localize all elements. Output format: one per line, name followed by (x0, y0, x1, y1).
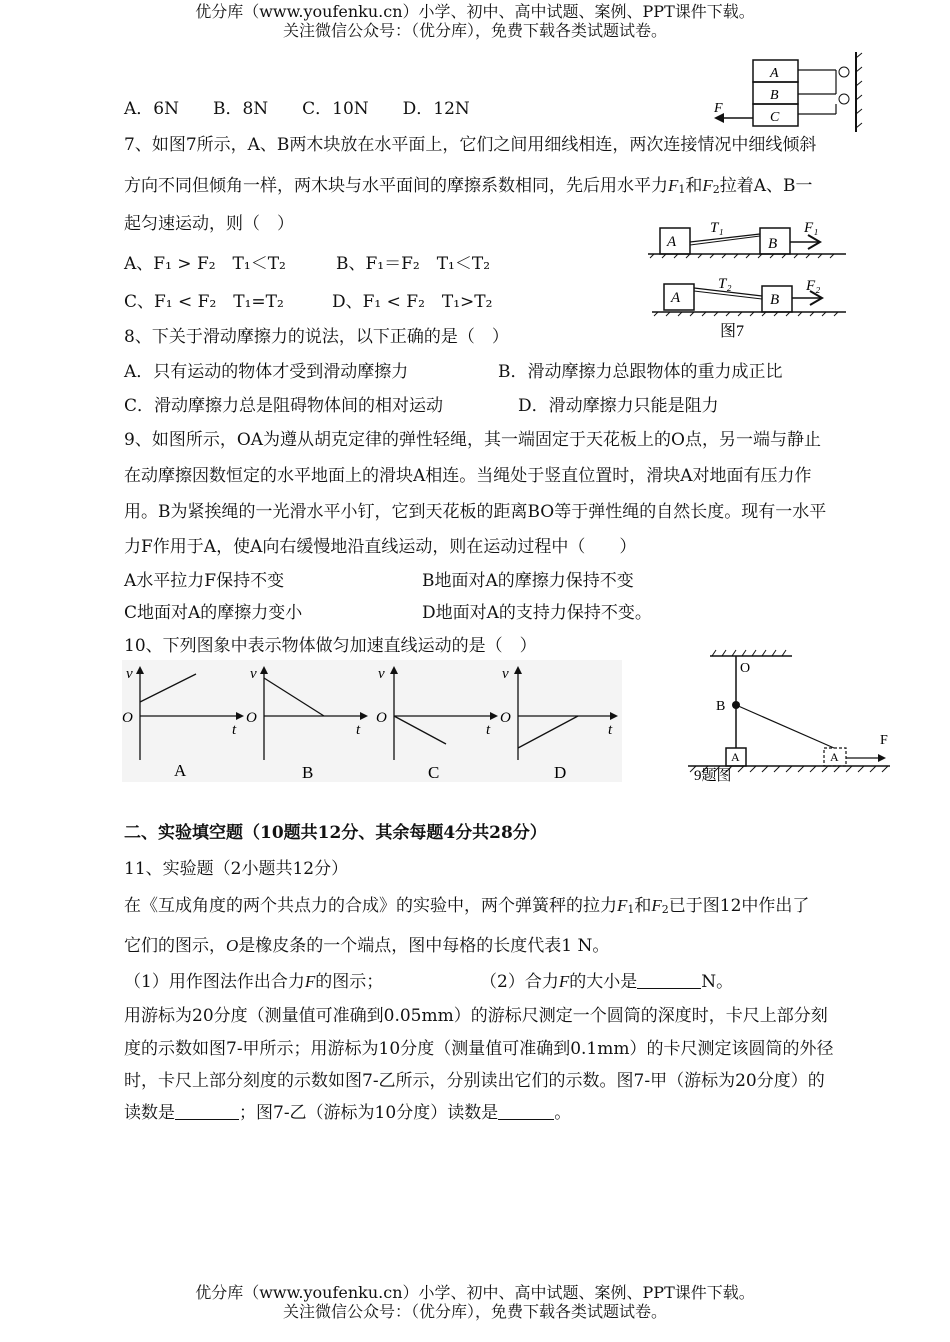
q11-para-1: 在《互成角度的两个共点力的合成》的实验中，两个弹簧秤的拉力$F_1$和$F_2$已于图12中作出了 (124, 896, 810, 916)
svg-text:v: v (126, 666, 133, 682)
answer-blank-2[interactable] (498, 1105, 554, 1120)
q9-line-2: 在动摩擦因数恒定的水平地面上的滑块A相连。当绳处于竖直位置时，滑块A对地面有压力作 (124, 466, 812, 486)
svg-text:O: O (376, 710, 387, 726)
q6-figure (708, 52, 868, 132)
q7-fig-f1: F₁ (804, 220, 819, 236)
q8-option-c: C．滑动摩擦力总是阻碍物体间的相对运动 (124, 396, 444, 416)
q6-block-b: B (770, 88, 779, 103)
graph-c-label: C (428, 763, 440, 782)
svg-text:t: t (486, 722, 491, 738)
q9-line-4: 力F作用于A，使A向右缓慢地沿直线运动，则在运动过程中（ ） (124, 537, 637, 557)
svg-text:O: O (500, 710, 511, 726)
answer-blank-1[interactable] (175, 1105, 239, 1120)
svg-text:O: O (122, 710, 133, 726)
answer-blank-f[interactable] (637, 974, 701, 989)
q7-fig-a2: A (671, 290, 681, 306)
footer-line-1: 优分库（www.youfenku.cn）小学、初中、高中试题、案例、PPT课件下载。 (195, 1283, 755, 1302)
q8-option-b: B．滑动摩擦力总跟物体的重力成正比 (498, 362, 783, 382)
q9-option-a: A水平拉力F保持不变 (124, 571, 285, 591)
q9-fig-b: B (716, 699, 726, 714)
q7-fig-t1: T₁ (710, 220, 724, 236)
q11-para-7: 读数是 ；图7-乙（游标为10分度）读数是 。 (124, 1103, 572, 1123)
q9-option-c: C地面对A的摩擦力变小 (124, 603, 303, 623)
svg-text:t: t (232, 722, 237, 738)
q6-options: A．6N B．8N C．10N D．12N (124, 99, 470, 119)
svg-text:t: t (356, 722, 361, 738)
q9-fig-o: O (740, 661, 751, 676)
svg-text:v: v (250, 666, 257, 682)
q11-para-3a: （1）用作图法作出合力F的图示； (124, 972, 384, 992)
q11-title: 11、实验题（2小题共12分） (124, 859, 349, 879)
q7-fig-t2: T₂ (718, 276, 732, 292)
q7-figure (640, 212, 850, 342)
q6-block-c: C (770, 110, 780, 125)
q7-option-b: B、F₁＝F₂ T₁＜T₂ (336, 254, 491, 274)
graph-d-label: D (554, 763, 567, 782)
section-2-title: 二、实验填空题（10题共12分、其余每题4分共28分） (124, 823, 547, 843)
graph-b-label: B (302, 763, 314, 782)
q9-option-b: B地面对A的摩擦力保持不变 (422, 571, 634, 591)
q9-fig-caption: 9题图 (694, 768, 732, 784)
q9-fig-a2: A (830, 750, 839, 764)
svg-text:v: v (502, 666, 509, 682)
q8-option-d: D．滑动摩擦力只能是阻力 (518, 396, 719, 416)
q7-line-3: 起匀速运动，则（ ） (124, 214, 294, 234)
q7-fig-b1: B (768, 236, 778, 252)
q7-fig-caption: 图7 (720, 323, 745, 340)
q9-option-d: D地面对A的支持力保持不变。 (422, 603, 652, 623)
q9-line-3: 用。B为紧挨绳的一光滑水平小钉，它到天花板的距离BO等于弹性绳的自然长度。现有一水平 (124, 502, 827, 522)
q11-para-6: 时，卡尺上部分刻度的示数如图7-乙所示，分别读出它们的示数。图7-甲（游标为20分度）的 (124, 1071, 825, 1091)
q7-fig-a1: A (667, 234, 677, 250)
q7-option-c: C、F₁ < F₂ T₁=T₂ (124, 292, 284, 312)
q9-fig-f: F (880, 733, 888, 748)
q9-fig-a1: A (731, 750, 740, 764)
q11-para-3b: （2）合力F的大小是 N。 (480, 972, 734, 992)
q8-stem: 8、下关于滑动摩擦力的说法，以下正确的是（ ） (124, 327, 509, 347)
svg-text:v: v (378, 666, 385, 682)
q11-para-5: 度的示数如图7-甲所示；用游标为10分度（测量值可准确到0.1mm）的卡尺测定该圆筒的外径 (124, 1039, 834, 1059)
q10-stem: 10、下列图象中表示物体做匀加速直线运动的是（ ） (124, 636, 537, 656)
q7-line-2: 方向不同但倾角一样，两木块与水平面间的摩擦系数相同，先后用水平力$F_1$和$F_2$拉着A、B一 (124, 176, 813, 196)
graph-a-label: A (174, 761, 187, 780)
q11-para-4: 用游标为20分度（测量值可准确到0.05mm）的游标尺测定一个圆筒的深度时，卡尺上部分刻 (124, 1006, 828, 1026)
footer-line-2: 关注微信公众号：（优分库），免费下载各类试题试卷。 (282, 1302, 667, 1321)
q9-line-1: 9、如图所示，OA为遵从胡克定律的弹性轻绳，其一端固定于天花板上的O点，另一端与静止 (124, 430, 821, 450)
q6-block-a: A (770, 66, 779, 81)
header-line-2: 关注微信公众号：（优分库），免费下载各类试题试卷。 (282, 21, 667, 40)
q9-figure (682, 648, 892, 786)
q7-option-d: D、F₁ < F₂ T₁>T₂ (332, 292, 493, 312)
q7-fig-f2: F₂ (806, 278, 821, 294)
q11-para-2: 它们的图示，O是橡皮条的一个端点，图中每格的长度代表1 N。 (124, 936, 610, 956)
svg-text:t: t (608, 722, 613, 738)
svg-text:O: O (246, 710, 257, 726)
q6-force-f: F (714, 101, 723, 116)
q7-fig-b2: B (770, 292, 780, 308)
q7-option-a: A、F₁ > F₂ T₁＜T₂ (124, 254, 286, 274)
header-line-1: 优分库（www.youfenku.cn）小学、初中、高中试题、案例、PPT课件下载。 (195, 2, 755, 21)
q7-line-1: 7、如图7所示，A、B两木块放在水平面上，它们之间用细线相连，两次连接情况中细线倾斜 (124, 135, 817, 155)
q10-graphs (122, 660, 622, 784)
q8-option-a: A．只有运动的物体才受到滑动摩擦力 (124, 362, 409, 382)
